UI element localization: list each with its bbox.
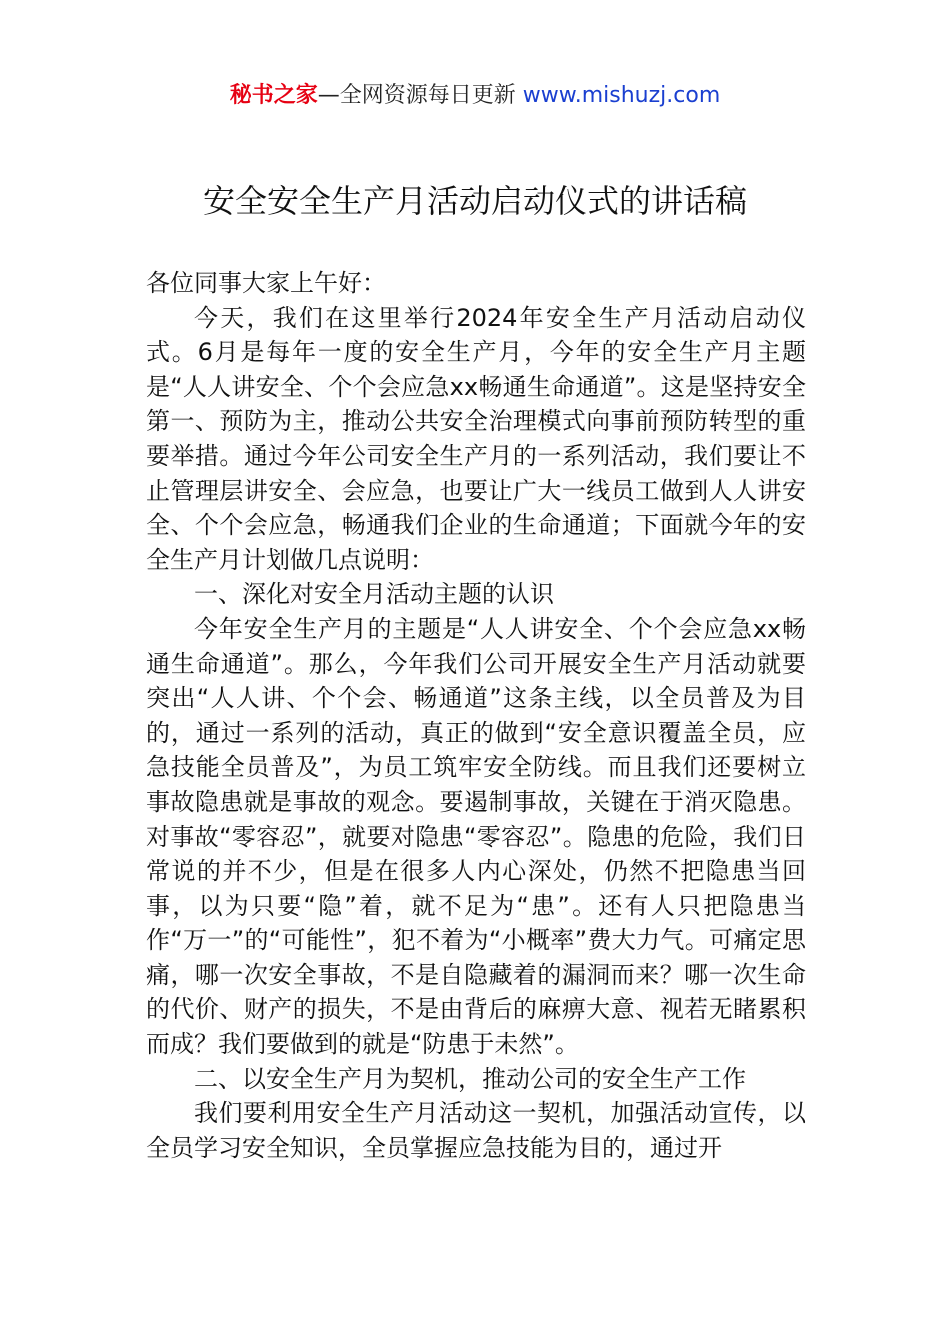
paragraph-intro: 今天，我们在这里举行2024年安全生产月活动启动仪式。6月是每年一度的安全生产月，今年的安全生产月主题是“人人讲安全、个个会应急xx畅通生命通道”。这是坚持安全第一、预防为主，推动公共安全治理模式向事前预防转型的重要举措。通过今年公司安全生产月的一系列活动，我们要让不止管理层讲安全、会应急，也要让广大一线员工做到人人讲安全、个个会应急，畅通我们企业的生命通道；下面就今年的安全生产月计划做几点说明： — [146, 303, 806, 574]
site-header — [0, 80, 950, 112]
header-tagline: —全网资源每日更新 — [317, 83, 523, 108]
brand-name: 秘书之家 — [229, 83, 318, 108]
section-heading-1: 一、深化对安全月活动主题的认识 — [194, 580, 554, 609]
document-title: 安全安全生产月活动启动仪式的讲话稿 — [202, 182, 747, 220]
greeting: 各位同事大家上午好： — [146, 269, 386, 297]
section-heading-2: 二、以安全生产月为契机，推动公司的安全生产工作 — [194, 1064, 746, 1093]
document-body — [146, 266, 806, 1165]
paragraph-opportunity: 我们要利用安全生产月活动这一契机，加强活动宣传，以全员学习安全知识，全员掌握应急技能为目的，通过开 — [146, 1099, 806, 1162]
paragraph-theme: 今年安全生产月的主题是“人人讲安全、个个会应急xx畅通生命通道”。那么，今年我们公司开展安全生产月活动就要突出“人人讲、个个会、畅通道”这条主线，以全员普及为目的，通过一系列的活动，真正的做到“安全意识覆盖全员，应急技能全员普及”，为员工筑牢安全防线。而且我们还要树立事故隐患就是事故的观念。要遏制事故，关键在于消灭隐患。对事故“零容忍”，就要对隐患“零容忍”。隐患的危险，我们日常说的并不少，但是在很多人内心深处，仍然不把隐患当回事，以为只要“隐”着，就不足为“患”。还有人只把隐患当作“万一”的“可能性”，犯不着为“小概率”费大力气。可痛定思痛，哪一次安全事故，不是自隐藏着的漏洞而来？哪一次生命的代价、财产的损失，不是由背后的麻痹大意、视若无睹累积而成？我们要做到的就是“防患于未然”。 — [146, 614, 806, 1059]
site-url-link[interactable]: www.mishuzj.com — [522, 83, 721, 108]
